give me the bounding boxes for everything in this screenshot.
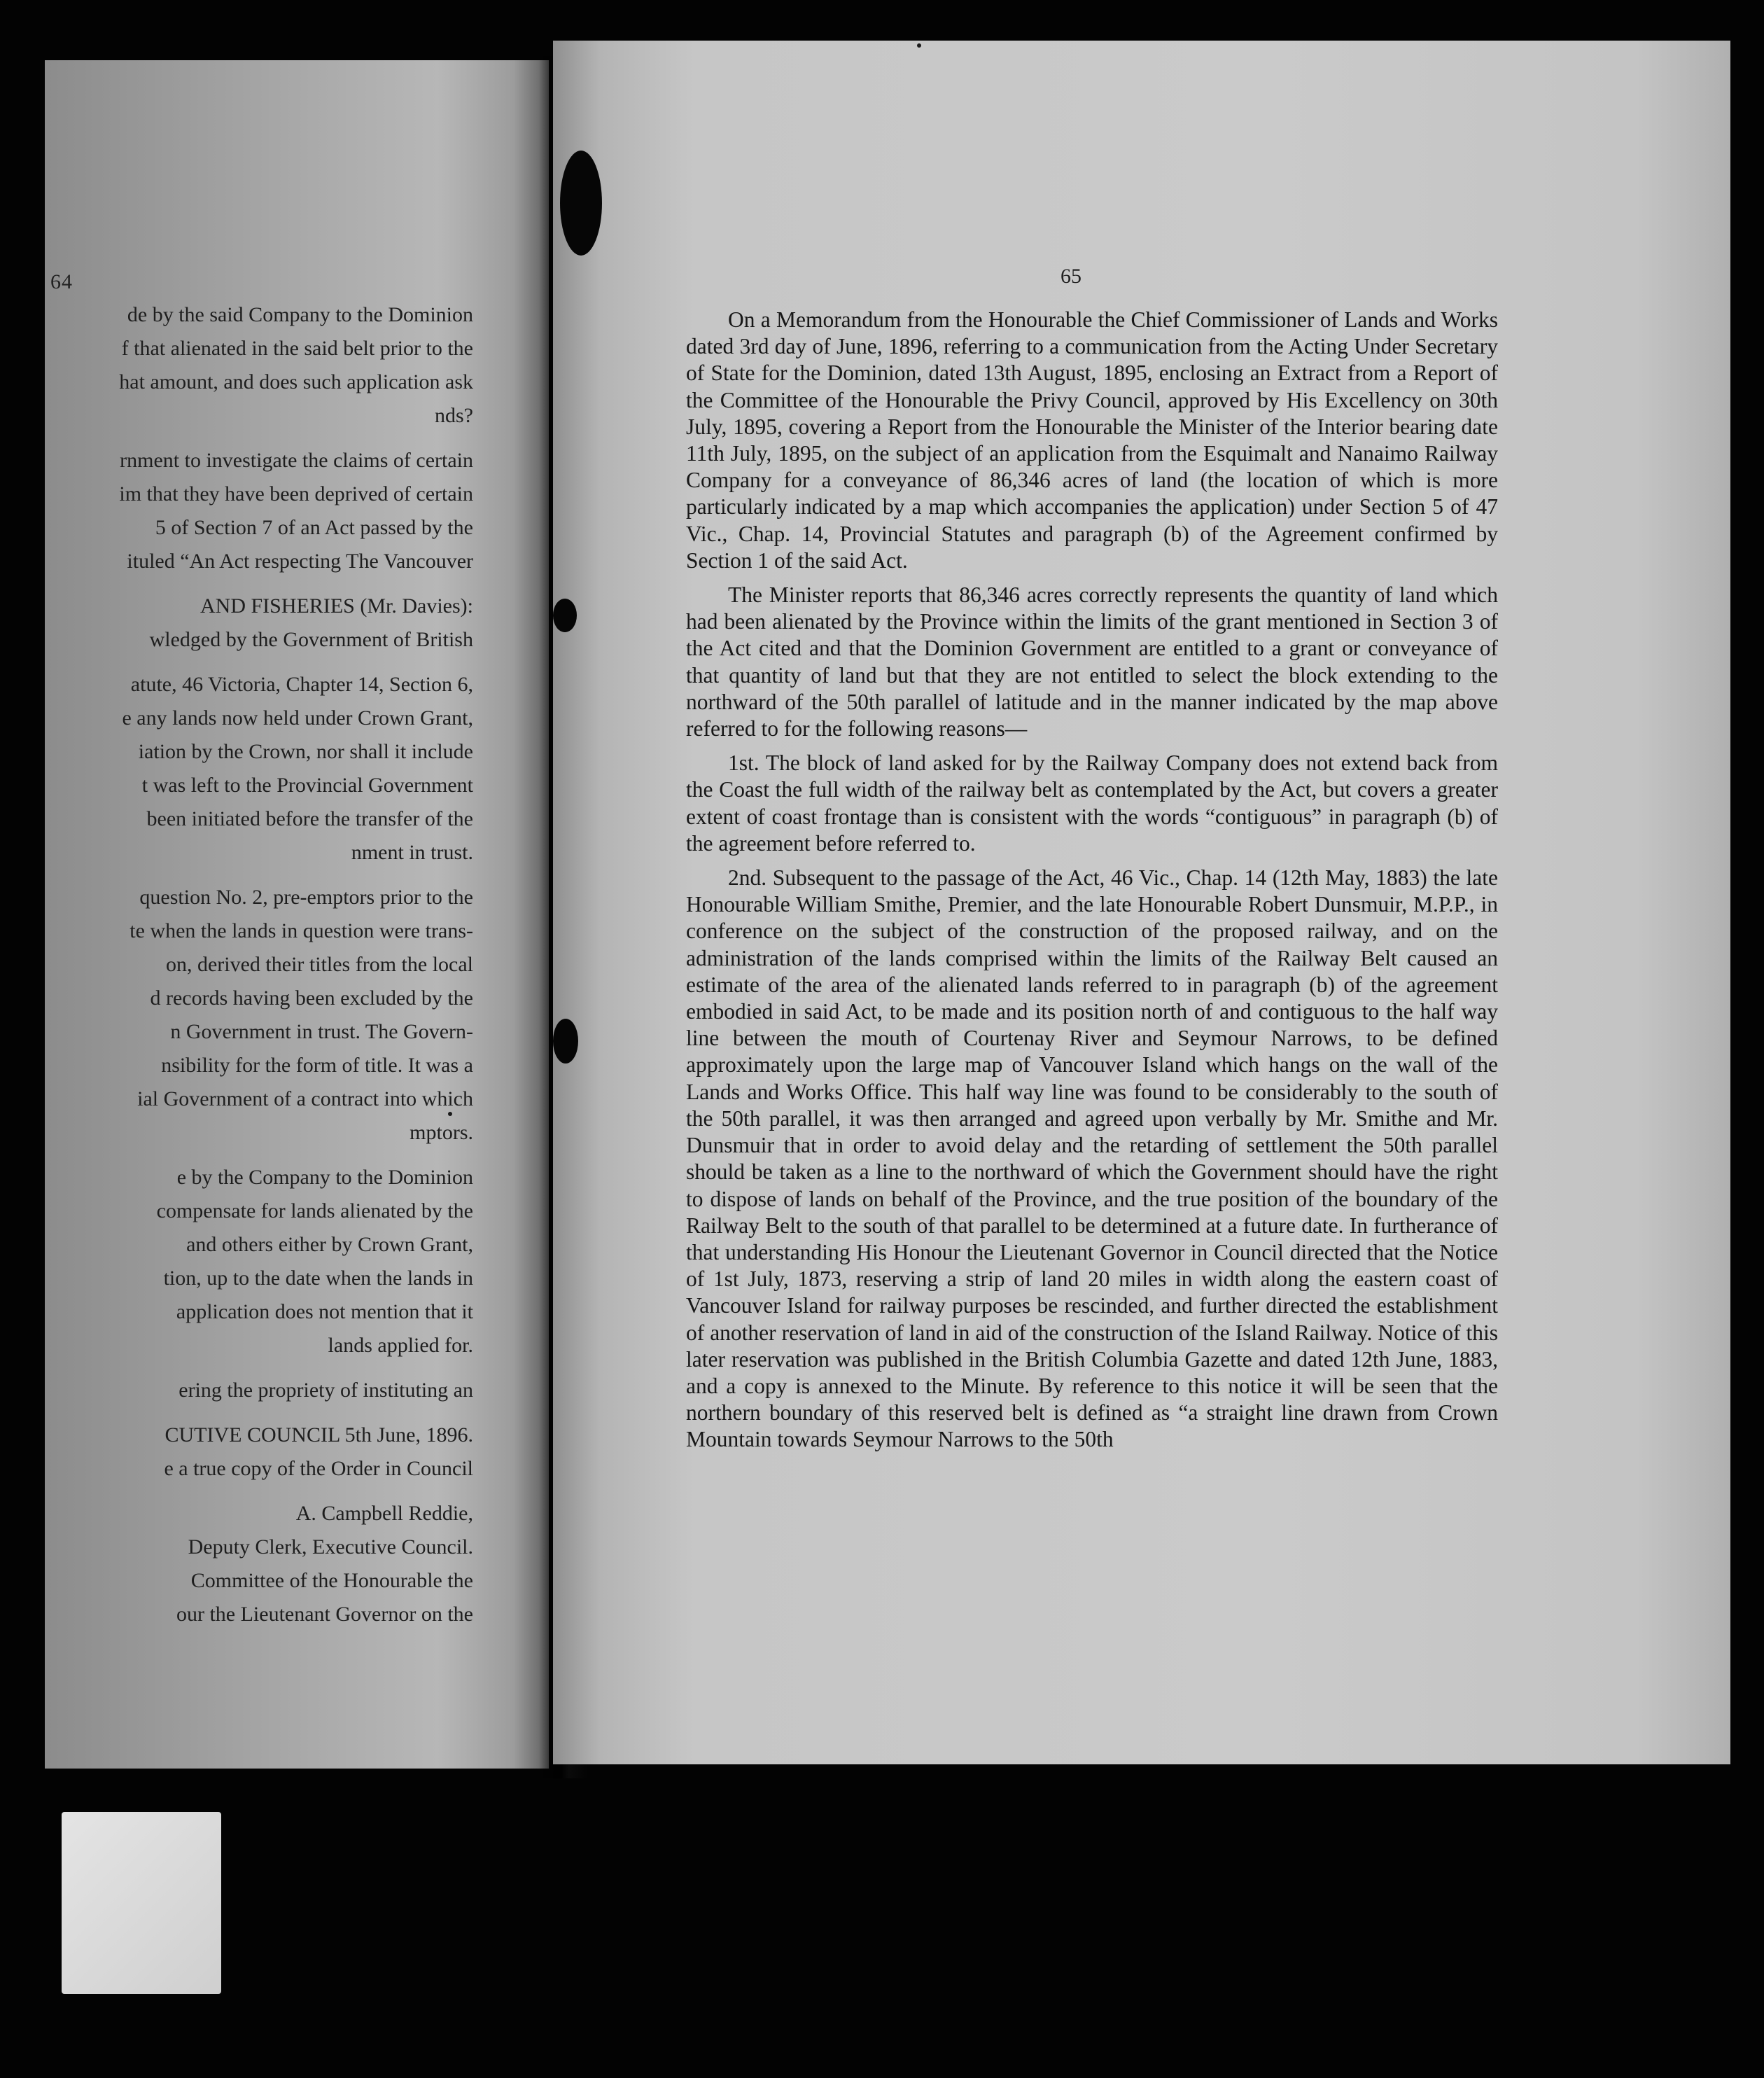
left-page-text <box>45 302 473 1635</box>
left-line: ial Government of a contract into which <box>137 1087 473 1110</box>
left-heading: AND FISHERIES (Mr. Davies): <box>200 594 473 618</box>
left-line: and others either by Crown Grant, <box>186 1233 473 1256</box>
left-page-number: 64 <box>50 270 73 293</box>
torn-hole-middle <box>553 599 577 632</box>
paragraph-first-reason: 1st. The block of land asked for by the Railway Company does not extend back from the Coast the full width of the railway belt as contemplated by the Act, but covers a greater extent of coast frontage than is consistent with the words “contiguous” in paragraph (b) of the agreement before referred to. <box>686 751 1498 856</box>
left-line: tion, up to the date when the lands in <box>163 1267 473 1290</box>
left-line: on, derived their titles from the local <box>165 953 473 976</box>
left-line: hat amount, and does such application ask <box>119 370 473 393</box>
left-line: question No. 2, pre-emptors prior to the <box>139 886 473 909</box>
left-line: nds? <box>435 404 473 427</box>
left-line: de by the said Company to the Dominion <box>127 303 473 326</box>
left-line: im that they have been deprived of certain <box>119 482 473 505</box>
torn-hole-lower <box>553 1019 578 1064</box>
left-line: nsibility for the form of title. It was a <box>161 1054 473 1077</box>
left-line: f that alienated in the said belt prior to the <box>121 337 473 360</box>
left-line: rnment to investigate the claims of certain <box>120 449 473 472</box>
left-line: atute, 46 Victoria, Chapter 14, Section 6, <box>130 673 473 696</box>
right-page <box>553 41 1730 1764</box>
left-page <box>45 60 549 1769</box>
left-line: ituled “An Act respecting The Vancouver <box>127 550 473 573</box>
left-line: iation by the Crown, nor shall it include <box>138 740 473 763</box>
dust-speck <box>917 43 921 48</box>
left-line: mptors. <box>410 1121 473 1144</box>
left-line: e any lands now held under Crown Grant, <box>122 706 473 730</box>
right-page-text <box>686 307 1498 1461</box>
left-line: compensate for lands alienated by the <box>156 1199 473 1222</box>
signature-name: A. Campbell Reddie, <box>295 1502 473 1525</box>
left-line: Committee of the Honourable the <box>190 1569 473 1592</box>
left-line: been initiated before the transfer of the <box>146 807 473 830</box>
left-line: ering the propriety of instituting an <box>178 1379 473 1402</box>
left-line: wledged by the Government of British <box>149 628 473 651</box>
right-page-number: 65 <box>1060 265 1082 288</box>
left-heading: CUTIVE COUNCIL 5th June, 1896. <box>164 1423 473 1446</box>
left-line: te when the lands in question were trans- <box>130 919 473 942</box>
paragraph-second-reason: 2nd. Subsequent to the passage of the Act, 46 Vic., Chap. 14 (12th May, 1883) the late Honourable William Smithe, Premier, and the late Honourable Robert Dunsmuir, M.P.P., in conference on the subject of the construction of the proposed railway, and on the administration of the lands comprised within the limits of the Railway Belt caused an estimate of the area of the alienated lands referred to in paragraph (b) of the agreement embodied in said Act, to be made and its position north of and contiguous to the half way line between the mouth of Courtenay River and Seymour Narrows, to be defined approximately upon the large map of Vancouver Island which hangs on the wall of the Lands and Works Office. This half way line was found to be considerably to the south of the 50th parallel, it was then arranged and agreed upon verbally by Mr. Smithe and Mr. Dunsmuir that in order to avoid delay and the retarding of settlement the 50th parallel should be taken as a line to the northward of which the Government should have the right to dispose of lands on behalf of the Province, and the true position of the boundary of the Railway Belt to the south of that parallel to be determined at a future date. In furtherance of that understanding His Honour the Lieutenant Governor in Council directed that the Notice of 1st July, 1873, reserving a strip of land 20 miles in width along the eastern coast of Vancouver Island for railway purposes be rescinded, and further directed the establishment of another reservation of land in aid of the construction of the Island Railway. Notice of this later reservation was published in the British Columbia Gazette and dated 12th June, 1883, and a copy is annexed to the Minute. By reference to this notice it will be seen that the northern boundary of this reserved belt is defined as “a straight line drawn from Crown Mountain towards Seymour Narrows to the 50th <box>686 865 1498 1452</box>
paragraph-minister-reports: The Minister reports that 86,346 acres correctly represents the quantity of land which had been alienated by the Province within the limits of the grant mentioned in Section 3 of the Act cited and that the Dominion Government are entitled to a grant or conveyance of that quantity of land but that they are not entitled to select the block extending to the northward of the 50th parallel of latitude and in the manner indicated by the map above referred to for the following reasons— <box>686 583 1498 741</box>
signature-title: Deputy Clerk, Executive Council. <box>188 1535 473 1558</box>
left-line: our the Lieutenant Governor on the <box>176 1603 473 1626</box>
left-line: application does not mention that it <box>176 1300 473 1323</box>
left-line: e a true copy of the Order in Council <box>164 1457 473 1480</box>
paragraph-memorandum: On a Memorandum from the Honourable the Chief Commissioner of Lands and Works dated 3rd day of June, 1896, referring to a communication from the Acting Under Secretary of State for the Dominion, dated 13th August, 1895, enclosing an Extract from a Report of the Committee of the Honourable the Privy Council, approved by His Excellency on 30th July, 1895, covering a Report from the Honourable the Minister of the Interior bearing date 11th July, 1895, on the subject of an application from the Esquimalt and Nanaimo Railway Company for a conveyance of 86,346 acres of land (the location of which is more particularly indicated by a map which accompanies the application) under Section 5 of 47 Vic., Chap. 14, Provincial Statutes and paragraph (b) of the Agreement confirmed by Section 1 of the said Act. <box>686 307 1498 573</box>
calibration-card <box>62 1812 221 1994</box>
left-line: n Government in trust. The Govern- <box>170 1020 473 1043</box>
left-line: lands applied for. <box>328 1334 473 1357</box>
left-line: nment in trust. <box>351 841 473 864</box>
torn-hole-top <box>560 151 602 256</box>
left-line: d records having been excluded by the <box>150 986 473 1010</box>
left-line: t was left to the Provincial Government <box>141 774 473 797</box>
left-line: 5 of Section 7 of an Act passed by the <box>155 516 473 539</box>
dust-speck <box>448 1112 452 1116</box>
left-line: e by the Company to the Dominion <box>176 1166 473 1189</box>
